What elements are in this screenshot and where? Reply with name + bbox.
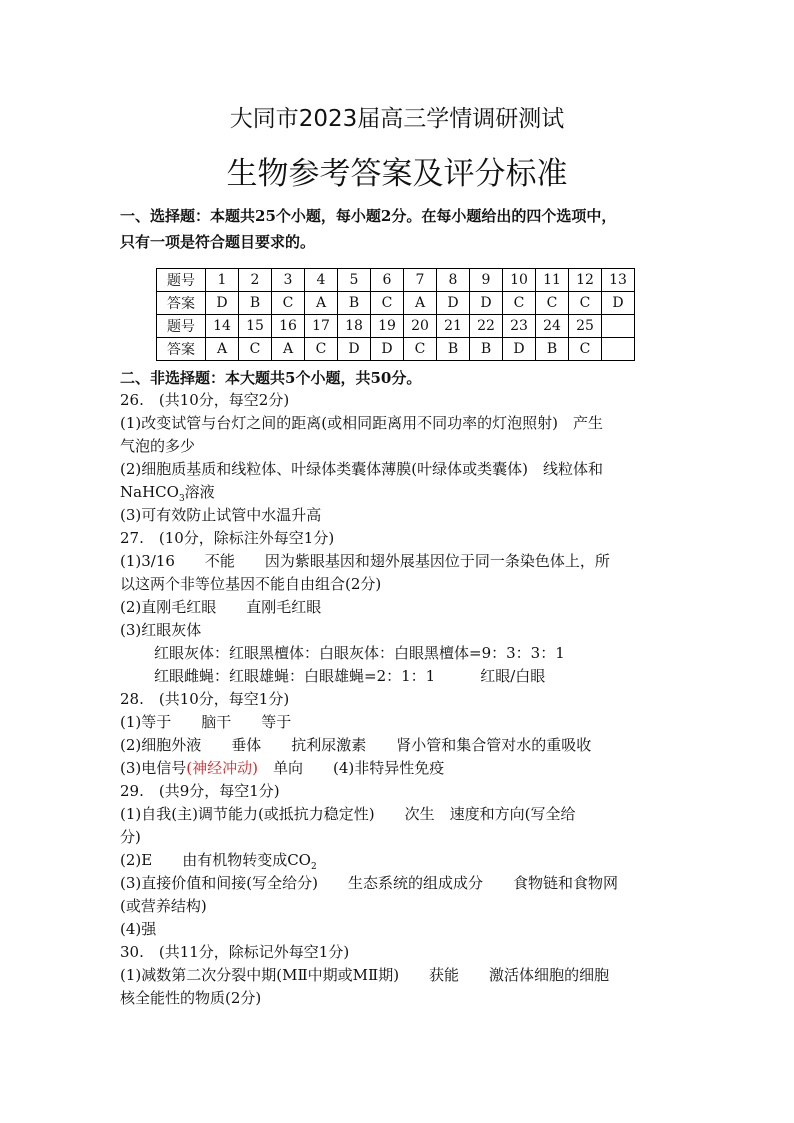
answer-cell: D: [602, 292, 635, 315]
q29-line: (1)自我(主)调节能力(或抵抗力稳定性) 次生 速度和方向(写全给: [120, 805, 576, 823]
table-row: [157, 315, 635, 338]
question-number: 5: [338, 269, 371, 292]
question-number: 17: [305, 315, 338, 338]
answer-cell: B: [239, 292, 272, 315]
page-title: 大同市2023届高三学情调研测试: [229, 106, 565, 132]
q27-line: (1)3/16 不能 因为紫眼基因和翅外展基因位于同一条染色体上，所: [120, 552, 610, 570]
question-number: 16: [272, 315, 305, 338]
row-label: 答案: [157, 338, 206, 361]
section1-instruction-cont: 只有一项是符合题目要求的。: [120, 233, 316, 251]
q27-line: 红眼雌蝇：红眼雄蝇：白眼雄蝇=2：1：1 红眼/白眼: [154, 667, 546, 685]
row-label: 题号: [157, 269, 206, 292]
q26-heading: 26. (共10分，每空2分): [120, 391, 290, 409]
section2-heading: 二、非选择题：本大题共5个小题，共50分。: [120, 369, 422, 387]
q28-line: (1)等于 脑干 等于: [120, 713, 292, 731]
question-number: 11: [536, 269, 569, 292]
answer-cell: A: [272, 338, 305, 361]
page-subtitle: 生物参考答案及评分标准: [226, 156, 568, 192]
answer-cell: D: [338, 338, 371, 361]
question-number: 8: [437, 269, 470, 292]
q26-line: 气泡的多少: [120, 437, 196, 455]
q27-line: (2)直刚毛红眼 直刚毛红眼: [120, 598, 322, 616]
subscript: 3: [178, 494, 185, 504]
q27-heading: 27. (10分，除标注外每空1分): [120, 529, 335, 547]
answer-cell: C: [503, 292, 536, 315]
answer-cell: C: [404, 338, 437, 361]
answer-cell: B: [470, 338, 503, 361]
question-number: 13: [602, 269, 635, 292]
answer-cell: B: [536, 338, 569, 361]
q28-line: (2)细胞外液 垂体 抗利尿激素 肾小管和集合管对水的重吸收: [120, 736, 592, 754]
answer-cell: C: [305, 338, 338, 361]
q28-heading: 28. (共10分，每空1分): [120, 690, 290, 708]
question-number: 3: [272, 269, 305, 292]
question-number: [602, 315, 635, 338]
question-number: 1: [206, 269, 239, 292]
question-number: 15: [239, 315, 272, 338]
q28-text: 单向 (4)非特异性免疫: [257, 759, 445, 777]
chemical-formula: NaHCO: [120, 483, 179, 501]
question-number: 12: [569, 269, 602, 292]
question-number: 25: [569, 315, 602, 338]
q26-line: (1)改变试管与台灯之间的距离(或相同距离用不同功率的灯泡照射) 产生: [120, 414, 603, 432]
q30-line: (1)减数第二次分裂中期(MⅡ中期或MⅡ期) 获能 激活体细胞的细胞: [120, 966, 610, 984]
question-number: 10: [503, 269, 536, 292]
answer-cell: C: [371, 292, 404, 315]
row-label: 答案: [157, 292, 206, 315]
q29-line: (3)直接价值和间接(写全给分) 生态系统的组成成分 食物链和食物网: [120, 874, 618, 892]
table-row: [157, 338, 635, 361]
answer-cell: A: [206, 338, 239, 361]
q29-heading: 29. (共9分，每空1分): [120, 782, 280, 800]
answer-cell: A: [305, 292, 338, 315]
subscript: 2: [310, 862, 317, 872]
answer-cell: [602, 338, 635, 361]
question-number: 23: [503, 315, 536, 338]
q30-heading: 30. (共11分，除标记外每空1分): [120, 943, 350, 961]
answer-cell: D: [206, 292, 239, 315]
q26-line: (3)可有效防止试管中水温升高: [120, 506, 322, 524]
row-label: 题号: [157, 315, 206, 338]
answer-cell: C: [239, 338, 272, 361]
q28-text: (3)电信号: [120, 759, 187, 777]
answer-cell: B: [437, 338, 470, 361]
highlighted-answer: (神经冲动): [186, 759, 258, 777]
q29-text: (2)E 由有机物转变成CO: [120, 851, 311, 869]
q27-line: 以这两个非等位基因不能自由组合(2分): [120, 575, 382, 593]
answer-cell: C: [569, 292, 602, 315]
question-number: 2: [239, 269, 272, 292]
answer-cell: D: [437, 292, 470, 315]
question-number: 22: [470, 315, 503, 338]
q26-text: 溶液: [184, 483, 215, 501]
section1-instruction: 一、选择题：本题共25个小题，每小题2分。在每小题给出的四个选项中，: [120, 207, 617, 225]
q29-line: (4)强: [120, 920, 157, 938]
answer-cell: C: [536, 292, 569, 315]
q27-line: (3)红眼灰体: [120, 621, 202, 639]
question-number: 4: [305, 269, 338, 292]
answer-cell: C: [272, 292, 305, 315]
table-row: [157, 292, 635, 315]
answer-cell: C: [569, 338, 602, 361]
question-number: 6: [371, 269, 404, 292]
answer-cell: D: [371, 338, 404, 361]
answer-cell: D: [470, 292, 503, 315]
answer-cell: A: [404, 292, 437, 315]
question-number: 9: [470, 269, 503, 292]
q28-line: [120, 757, 444, 779]
q29-line: (或营养结构): [120, 897, 207, 915]
table-row: [157, 269, 635, 292]
q27-line: 红眼灰体：红眼黑檀体：白眼灰体：白眼黑檀体=9：3：3：1: [154, 644, 565, 662]
q26-line: (2)细胞质基质和线粒体、叶绿体类囊体薄膜(叶绿体或类囊体) 线粒体和: [120, 460, 603, 478]
question-number: 18: [338, 315, 371, 338]
question-number: 21: [437, 315, 470, 338]
answer-cell: D: [503, 338, 536, 361]
question-number: 7: [404, 269, 437, 292]
q30-line: 核全能性的物质(2分): [120, 989, 262, 1007]
answer-table: [156, 268, 635, 361]
q29-line: 分): [120, 828, 141, 846]
question-number: 20: [404, 315, 437, 338]
answer-cell: B: [338, 292, 371, 315]
question-number: 24: [536, 315, 569, 338]
question-number: 19: [371, 315, 404, 338]
question-number: 14: [206, 315, 239, 338]
